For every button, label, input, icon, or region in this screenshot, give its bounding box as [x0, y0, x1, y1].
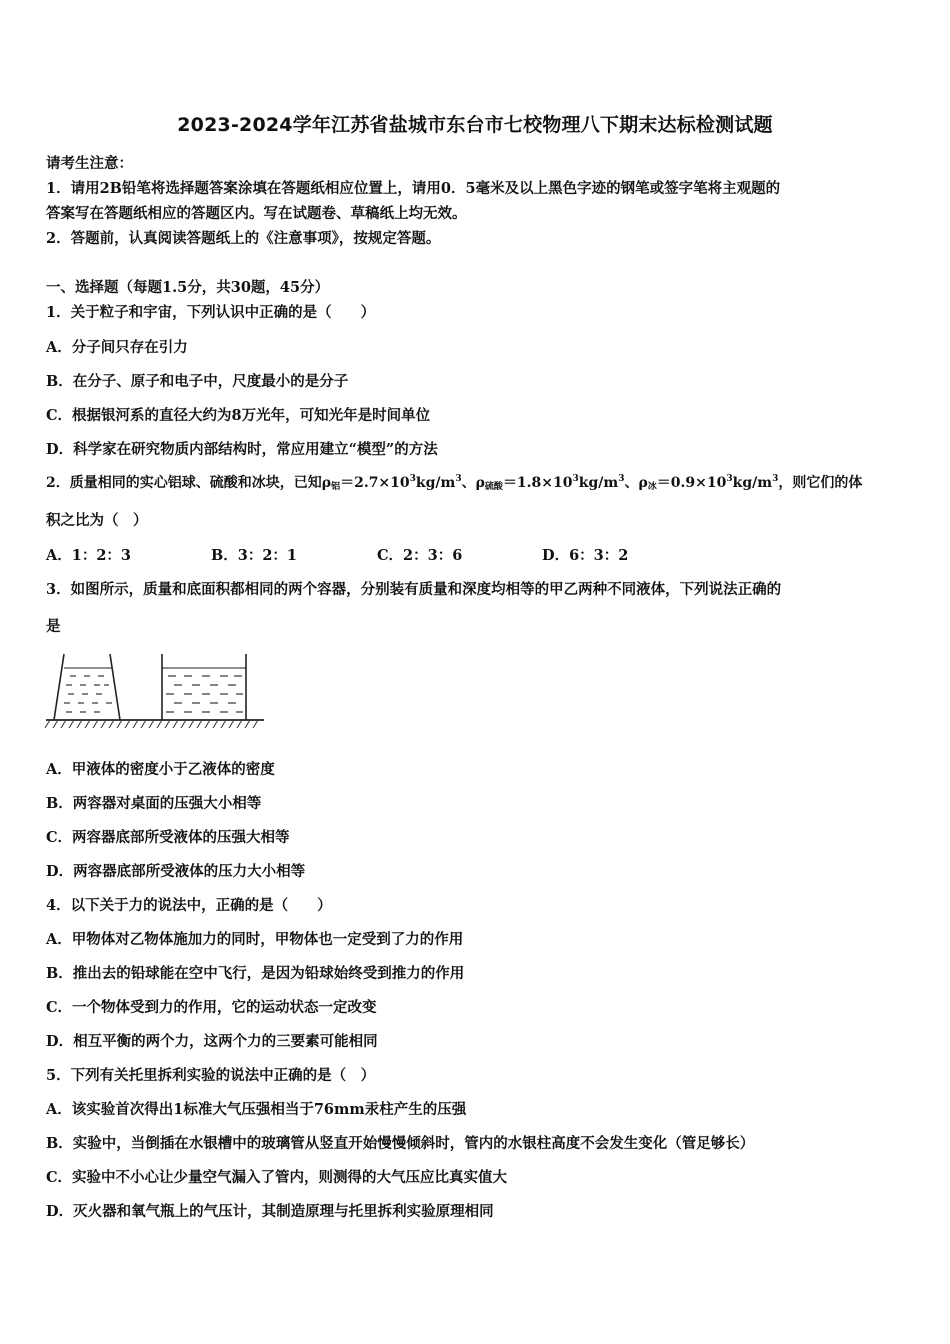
q2-stem-continued: 积之比为（ ） [46, 512, 148, 529]
page-title: 2023-2024学年江苏省盐城市东台市七校物理八下期末达标检测试题 [177, 114, 773, 136]
q1-option-b: B．在分子、原子和电子中，尺度最小的是分子 [46, 373, 349, 390]
q3-stem: 3．如图所示，质量和底面积都相同的两个容器，分别装有质量和深度均相等的甲乙两种不同液体，下列说法正确的 [46, 581, 782, 598]
q2-stem: 2．质量相同的实心铝球、硫酸和冰块，已知$\rho_铝=2.7\times 10^3kg/m^3$、$\rho_{硫酸}=1.8\times 10^3kg/m^3$、$\rho_冰=0.9\times 10^3kg/m^3$，则它们的体 [46, 474, 863, 492]
q2-option-c: C．2：3：6 [377, 547, 463, 564]
q4-option-c: C．一个物体受到力的作用，它的运动状态一定改变 [46, 999, 377, 1016]
q3-option-a: A．甲液体的密度小于乙液体的密度 [46, 761, 275, 778]
q3-stem-continued: 是 [46, 618, 61, 635]
q1-stem: 1．关于粒子和宇宙，下列认识中正确的是（ ） [46, 304, 376, 321]
notice-line-3: 2．答题前，认真阅读答题纸上的《注意事项》，按规定答题。 [46, 230, 441, 247]
container-yi [162, 654, 246, 720]
q3-option-c: C．两容器底部所受液体的压强大相等 [46, 829, 290, 846]
container-jia [54, 654, 120, 720]
q4-option-b: B．推出去的铅球能在空中飞行，是因为铅球始终受到推力的作用 [46, 965, 465, 982]
table-surface [45, 720, 264, 728]
q1-option-c: C．根据银河系的直径大约为8万光年，可知光年是时间单位 [46, 407, 431, 424]
q5-option-a: A．该实验首次得出1标准大气压强相当于76mm汞柱产生的压强 [46, 1101, 467, 1118]
q5-option-c: C．实验中不小心让少量空气漏入了管内，则测得的大气压应比真实值大 [46, 1169, 508, 1186]
q4-option-a: A．甲物体对乙物体施加力的同时，甲物体也一定受到了力的作用 [46, 931, 464, 948]
containers-figure [44, 650, 266, 732]
section-heading: 一、选择题（每题1.5分，共30题，45分） [46, 279, 330, 296]
q2-option-a: A．1：2：3 [46, 547, 132, 564]
q5-option-d: D．灭火器和氧气瓶上的气压计，其制造原理与托里拆利实验原理相同 [46, 1203, 494, 1220]
q4-option-d: D．相互平衡的两个力，这两个力的三要素可能相同 [46, 1033, 378, 1050]
notice-line-2: 答案写在答题纸相应的答题区内。写在试题卷、草稿纸上均无效。 [46, 205, 467, 222]
q3-option-b: B．两容器对桌面的压强大小相等 [46, 795, 262, 812]
q5-option-b: B．实验中，当倒插在水银槽中的玻璃管从竖直开始慢慢倾斜时，管内的水银柱高度不会发生变化（管足够长） [46, 1135, 755, 1152]
notice-heading: 请考生注意： [46, 155, 133, 172]
q1-option-d: D．科学家在研究物质内部结构时，常应用建立“模型”的方法 [46, 441, 438, 458]
q1-option-a: A．分子间只存在引力 [46, 339, 188, 356]
notice-line-1: 1．请用2B铅笔将选择题答案涂填在答题纸相应位置上，请用0．5毫米及以上黑色字迹的钢笔或签字笔将主观题的 [46, 180, 781, 197]
q4-stem: 4．以下关于力的说法中，正确的是（ ） [46, 897, 332, 914]
q2-option-d: D．6：3：2 [542, 547, 629, 564]
q5-stem: 5．下列有关托里拆利实验的说法中正确的是（ ） [46, 1067, 376, 1084]
q2-option-b: B．3：2：1 [211, 547, 298, 564]
q3-option-d: D．两容器底部所受液体的压力大小相等 [46, 863, 306, 880]
